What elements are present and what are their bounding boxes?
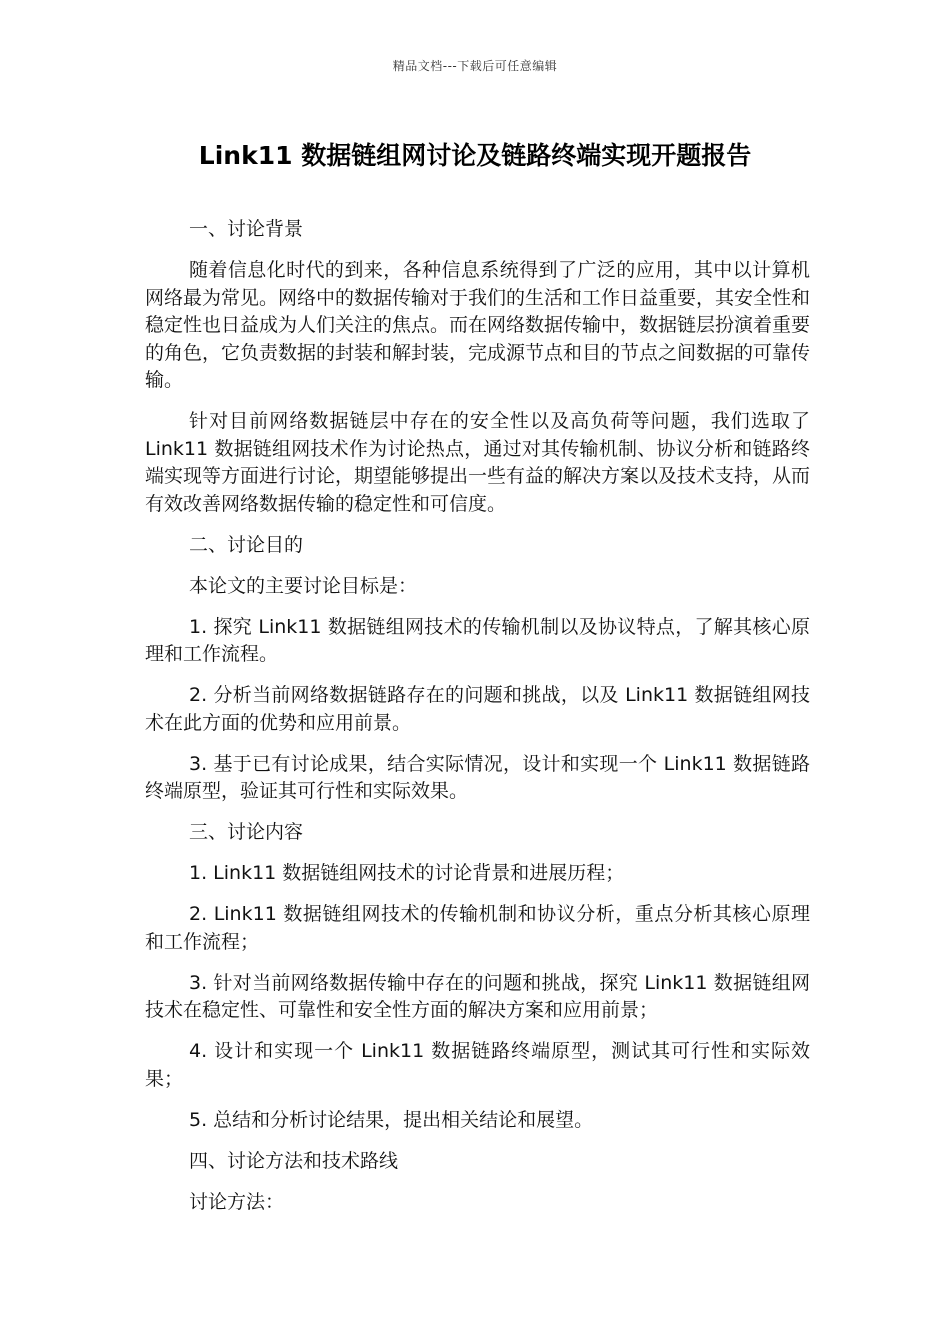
- list-item-content-1: 1. Link11 数据链组网技术的讨论背景和进展历程；: [189, 862, 625, 884]
- paragraph-background-1: 随着信息化时代的到来，各种信息系统得到了广泛的应用，其中以计算机网络最为常见。网络中的数据传输对于我们的生活和工作日益重要，其安全性和稳定性也日益成为人们关注的焦点。而在网络数据传输中，数据链层扮演着重要的角色，它负责数据的封装和解封装，完成源节点和目的节点之间数据的可靠传输。: [145, 259, 811, 391]
- list-item-content-4: 4. 设计和实现一个 Link11 数据链路终端原型，测试其可行性和实际效果；: [145, 1040, 810, 1090]
- paragraph-background-2: 针对目前网络数据链层中存在的安全性以及高负荷等问题，我们选取了 Link11 数据链组网技术作为讨论热点，通过对其传输机制、协议分析和链路终端实现等方面进行讨论，期望能够提出一些有益的解决方案以及技术支持，从而有效改善网络数据传输的稳定性和可信度。: [145, 410, 811, 515]
- paragraph-methods-label: 讨论方法：: [189, 1190, 285, 1213]
- header-note: 精品文档---下载后可任意编辑: [392, 59, 558, 73]
- list-item-purpose-3: 3. 基于已有讨论成果，结合实际情况，设计和实现一个 Link11 数据链路终端原型，验证其可行性和实际效果。: [145, 752, 810, 802]
- paragraph-purpose-intro: 本论文的主要讨论目标是：: [189, 574, 418, 597]
- list-item-content-5: 5. 总结和分析讨论结果，提出相关结论和展望。: [189, 1108, 594, 1131]
- section-heading-purpose: 二、讨论目的: [189, 533, 304, 556]
- section-heading-content: 三、讨论内容: [189, 821, 304, 843]
- list-item-content-2: 2. Link11 数据链组网技术的传输机制和协议分析，重点分析其核心原理和工作流程；: [145, 903, 810, 953]
- document-body: [145, 216, 810, 1230]
- section-heading-methods: 四、讨论方法和技术路线: [189, 1149, 399, 1172]
- list-item-purpose-1: 1. 探究 Link11 数据链组网技术的传输机制以及协议特点，了解其核心原理和工作流程。: [145, 615, 810, 665]
- list-item-purpose-2: 2. 分析当前网络数据链路存在的问题和挑战，以及 Link11 数据链组网技术在此方面的优势和应用前景。: [145, 684, 810, 734]
- document-title: Link11 数据链组网讨论及链路终端实现开题报告: [198, 141, 752, 170]
- list-item-content-3: 3. 针对当前网络数据传输中存在的问题和挑战，探究 Link11 数据链组网技术在稳定性、可靠性和安全性方面的解决方案和应用前景；: [145, 971, 810, 1021]
- section-heading-background: 一、讨论背景: [189, 218, 304, 240]
